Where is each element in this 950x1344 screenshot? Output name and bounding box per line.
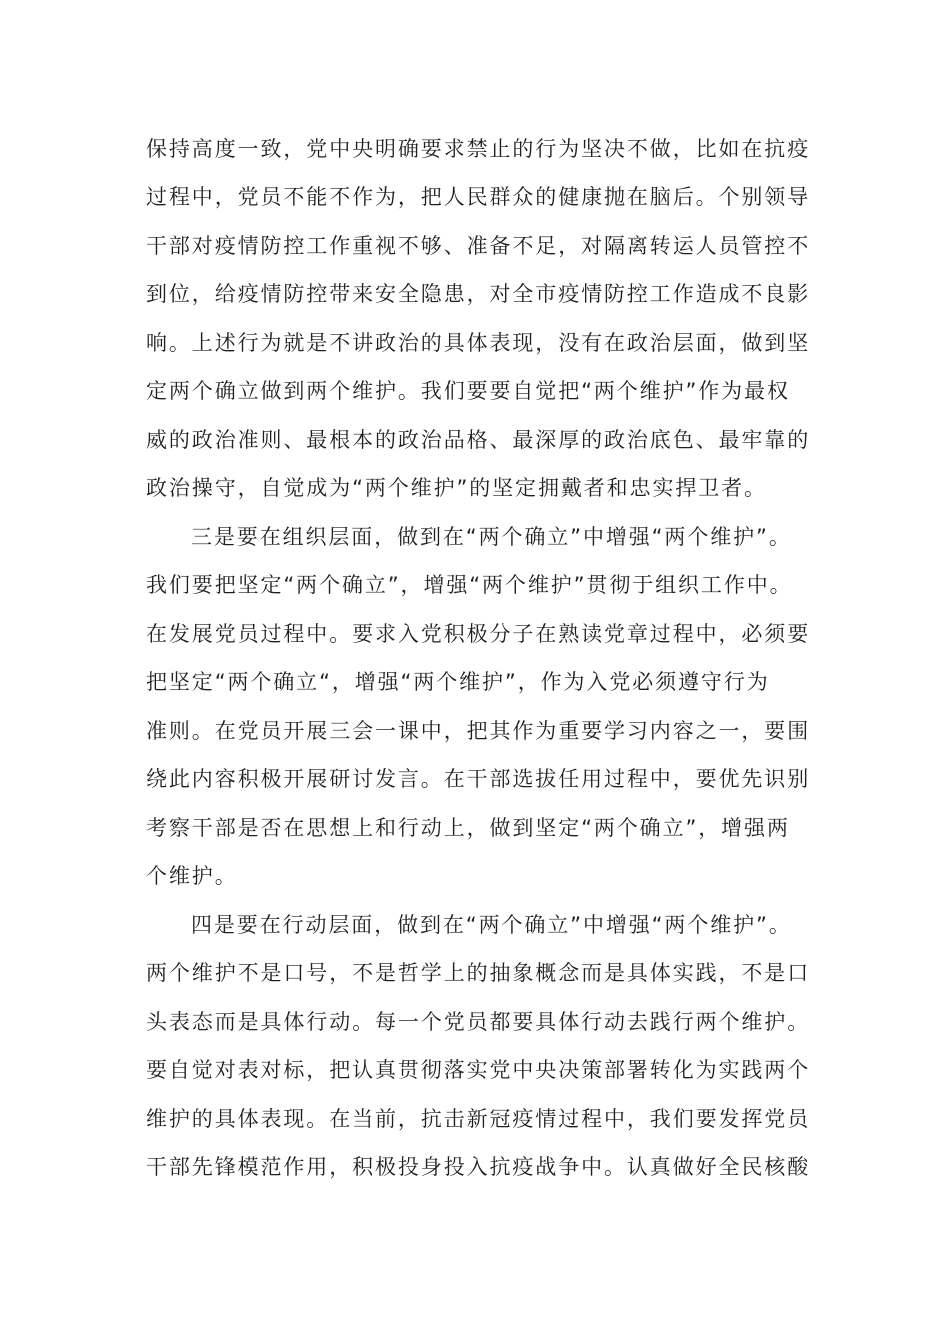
text-line-11: 在发展党员过程中。要求入党积极分子在熟读党章过程中，必须要	[146, 622, 811, 646]
text-line-1: 保持高度一致，党中央明确要求禁止的行为坚决不做，比如在抗疫	[146, 137, 811, 161]
text-line-20: 要自觉对表对标，把认真贯彻落实党中央决策部署转化为实践两个	[146, 1058, 811, 1082]
text-line-5: 响。上述行为就是不讲政治的具体表现，没有在政治层面，做到坚	[146, 331, 811, 355]
text-line-22: 干部先锋模范作用，积极投身投入抗疫战争中。认真做好全民核酸	[146, 1155, 811, 1179]
text-line-12: 把坚定“两个确立“，增强“两个维护”，作为入党必须遵守行为	[146, 670, 770, 694]
paragraph-4-heading: 四是要在行动层面，做到在“两个确立”中增强“两个维护”。	[191, 913, 792, 937]
text-line-10: 我们要把坚定“两个确立”，增强“两个维护”贯彻于组织工作中。	[146, 573, 793, 597]
text-line-6: 定两个确立做到两个维护。我们要要自觉把“两个维护”作为最权	[146, 379, 790, 403]
text-line-3: 干部对疫情防控工作重视不够、准备不足，对隔离转运人员管控不	[146, 234, 811, 258]
text-line-2: 过程中，党员不能不作为，把人民群众的健康抛在脑后。个别领导	[146, 185, 811, 209]
text-line-4: 到位，给疫情防控带来安全隐患，对全市疫情防控工作造成不良影	[146, 282, 811, 306]
text-line-8: 政治操守，自觉成为“两个维护”的坚定拥戴者和忠实捍卫者。	[146, 476, 767, 500]
text-line-14: 绕此内容积极开展研讨发言。在干部选拔任用过程中，要优先识别	[146, 767, 811, 791]
text-line-16: 个维护。	[146, 864, 238, 888]
text-line-13: 准则。在党员开展三会一课中，把其作为重要学习内容之一，要围	[146, 719, 811, 743]
text-line-21: 维护的具体表现。在当前，抗击新冠疫情过程中，我们要发挥党员	[146, 1107, 811, 1131]
text-line-18: 两个维护不是口号，不是哲学上的抽象概念而是具体实践，不是口	[146, 961, 811, 985]
text-line-19: 头表态而是具体行动。每一个党员都要具体行动去践行两个维护。	[146, 1010, 811, 1034]
text-line-7: 威的政治准则、最根本的政治品格、最深厚的政治底色、最牢靠的	[146, 428, 811, 452]
paragraph-3-heading: 三是要在组织层面，做到在“两个确立”中增强“两个维护”。	[191, 525, 792, 549]
text-line-15: 考察干部是否在思想上和行动上，做到坚定“两个确立”，增强两	[146, 816, 790, 840]
